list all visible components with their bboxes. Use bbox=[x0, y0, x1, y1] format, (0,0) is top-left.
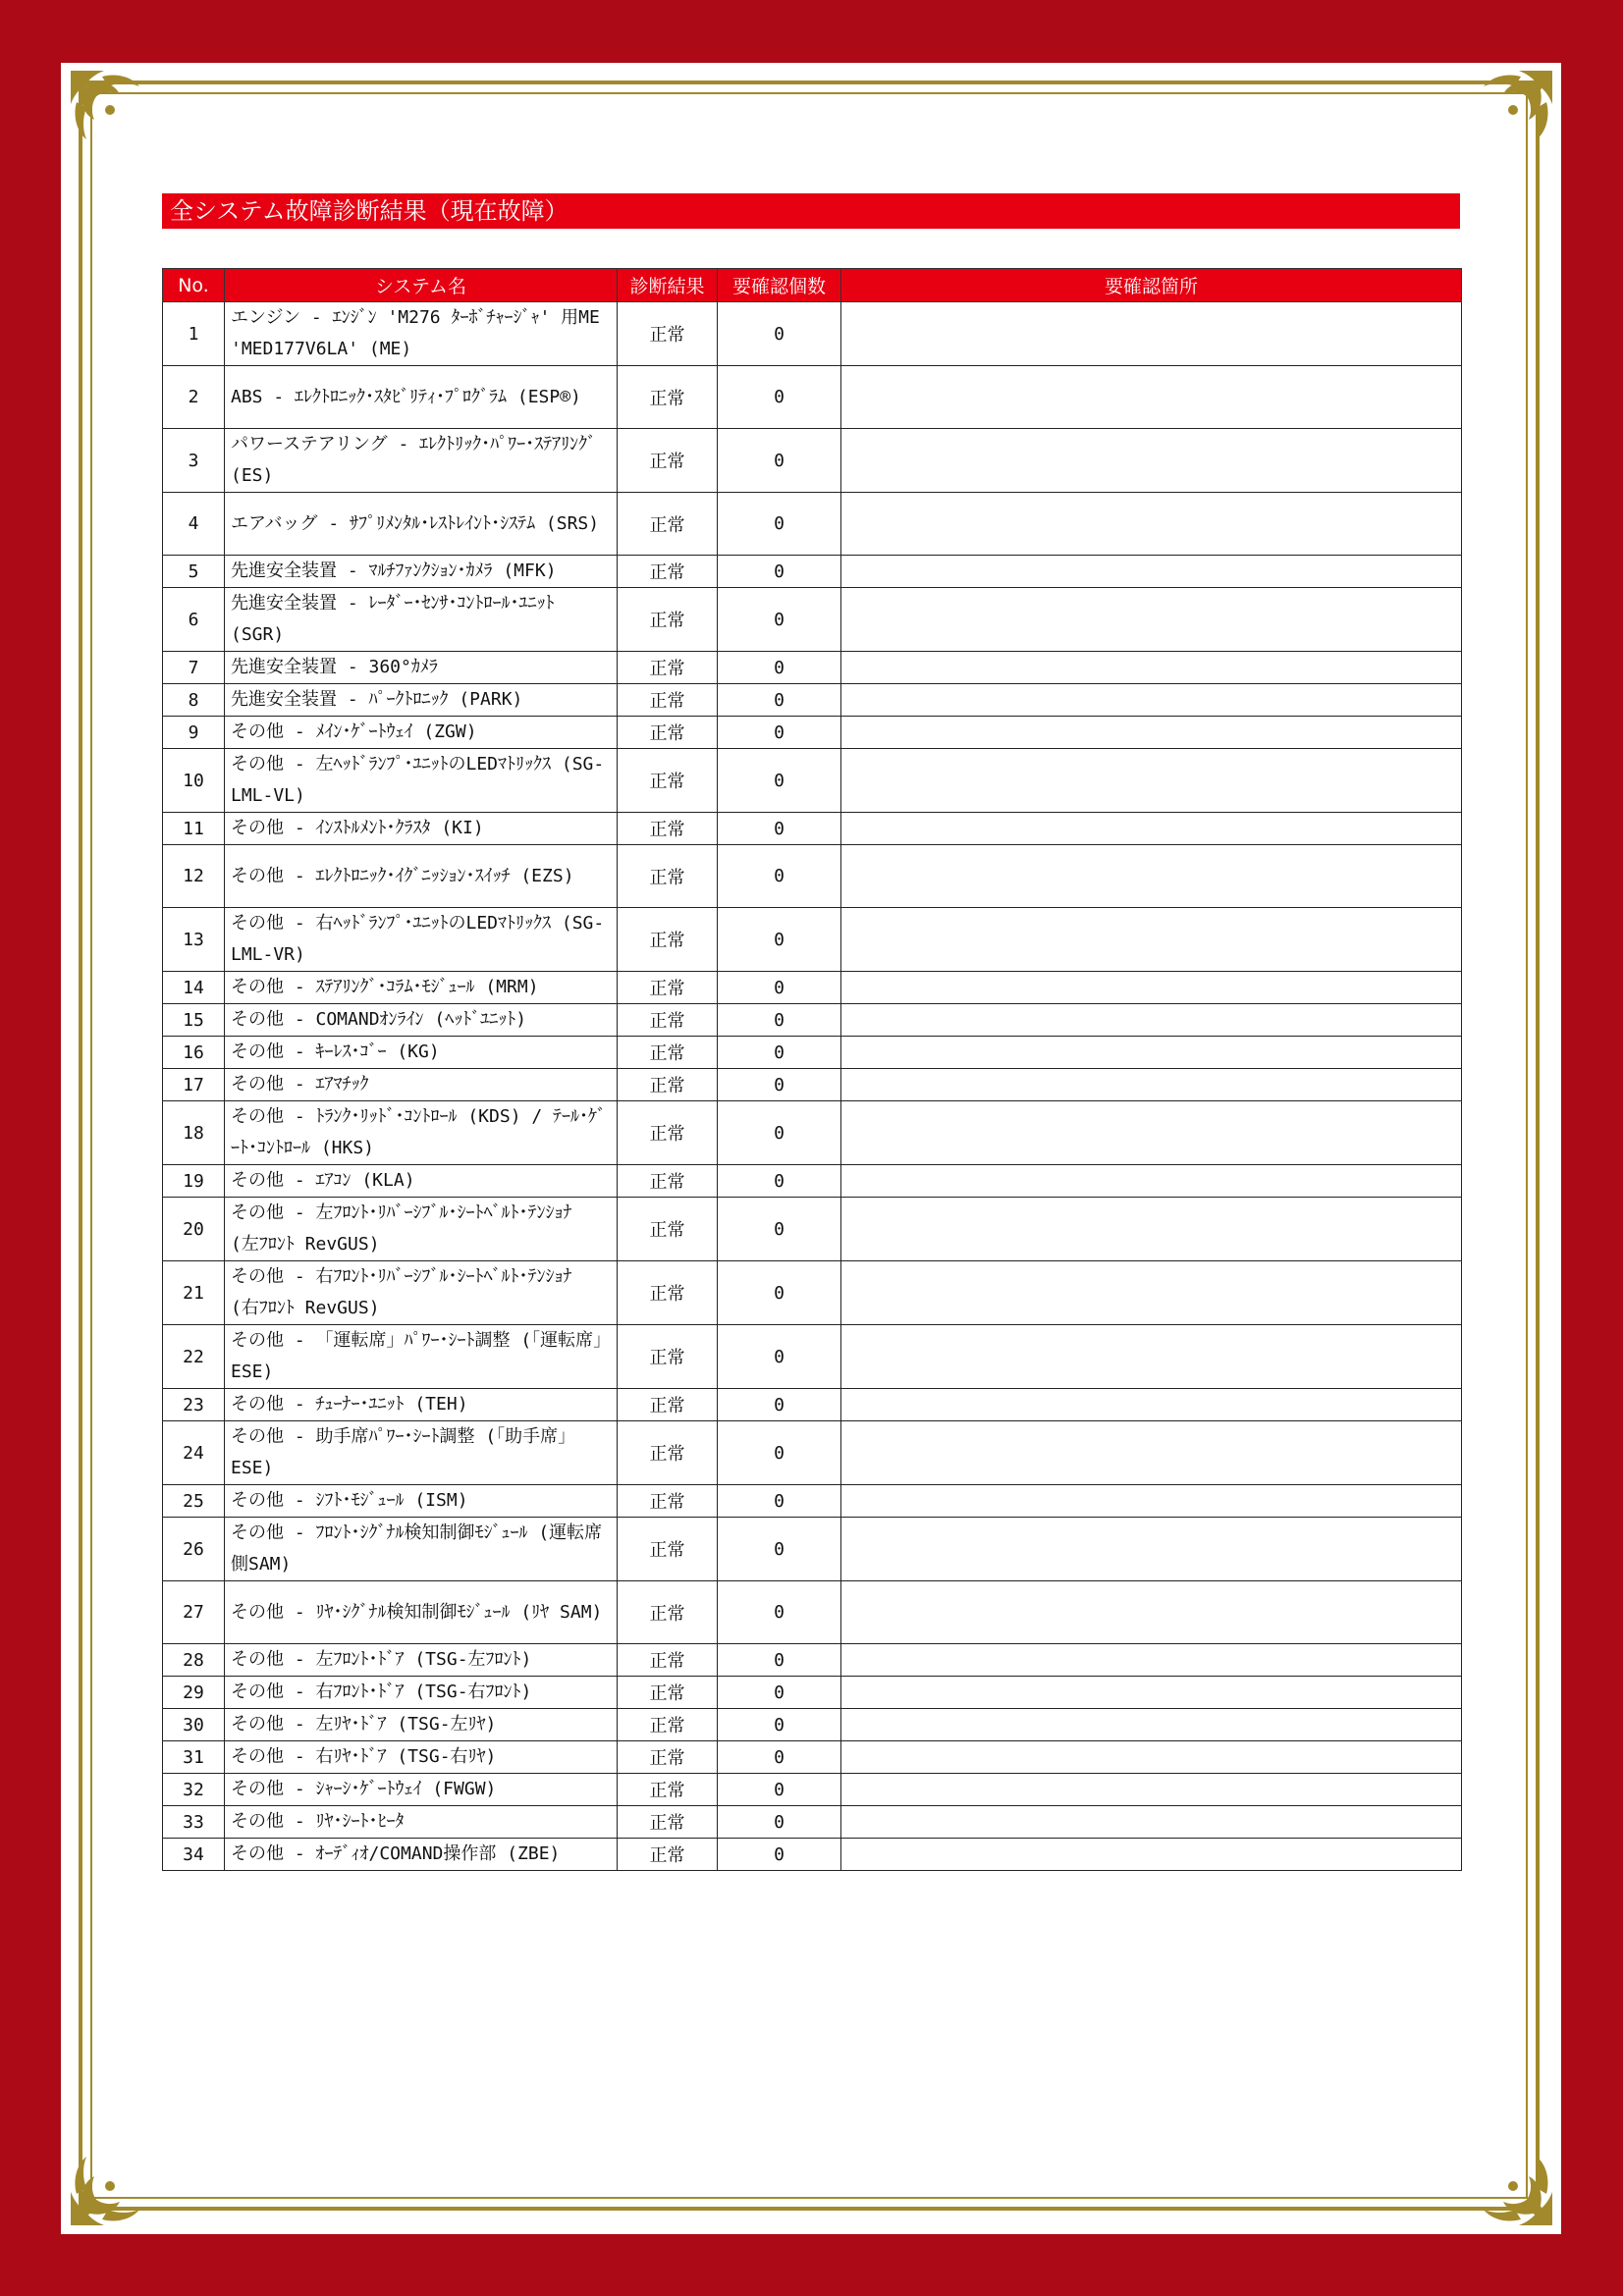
row-count: 0 bbox=[718, 1518, 841, 1581]
row-no: 8 bbox=[163, 684, 225, 717]
table-row bbox=[163, 845, 1462, 908]
row-location bbox=[841, 652, 1462, 684]
row-count: 0 bbox=[718, 588, 841, 652]
ornamental-corner-icon bbox=[65, 2141, 155, 2231]
row-location bbox=[841, 1518, 1462, 1581]
row-location bbox=[841, 1037, 1462, 1069]
row-location bbox=[841, 1004, 1462, 1037]
row-count: 0 bbox=[718, 908, 841, 972]
row-system-name: その他 - ｲﾝｽﾄﾙﾒﾝﾄ･ｸﾗｽﾀ (KI) bbox=[225, 813, 618, 845]
row-result: 正常 bbox=[618, 493, 718, 556]
row-no: 30 bbox=[163, 1709, 225, 1741]
row-count: 0 bbox=[718, 1644, 841, 1677]
row-result: 正常 bbox=[618, 908, 718, 972]
row-system-name: その他 - COMANDｵﾝﾗｲﾝ (ﾍｯﾄﾞﾕﾆｯﾄ) bbox=[225, 1004, 618, 1037]
row-location bbox=[841, 1389, 1462, 1421]
row-result: 正常 bbox=[618, 684, 718, 717]
row-result: 正常 bbox=[618, 1261, 718, 1325]
header-location: 要確認箇所 bbox=[841, 269, 1462, 302]
row-count: 0 bbox=[718, 366, 841, 429]
row-count: 0 bbox=[718, 1485, 841, 1518]
row-no: 31 bbox=[163, 1741, 225, 1774]
row-result: 正常 bbox=[618, 1839, 718, 1871]
table-header-row bbox=[163, 269, 1462, 302]
table-row bbox=[163, 1037, 1462, 1069]
row-system-name: ABS - ｴﾚｸﾄﾛﾆｯｸ･ｽﾀﾋﾞﾘﾃｨ･ﾌﾟﾛｸﾞﾗﾑ (ESP®) bbox=[225, 366, 618, 429]
row-system-name: エンジン - ｴﾝｼﾞﾝ 'M276 ﾀｰﾎﾞﾁｬｰｼﾞｬ' 用ME 'MED177V6LA' (ME) bbox=[225, 302, 618, 366]
row-location bbox=[841, 813, 1462, 845]
row-count: 0 bbox=[718, 684, 841, 717]
row-count: 0 bbox=[718, 749, 841, 813]
row-result: 正常 bbox=[618, 1677, 718, 1709]
table-row bbox=[163, 1421, 1462, 1485]
row-location bbox=[841, 429, 1462, 493]
row-no: 1 bbox=[163, 302, 225, 366]
row-system-name: パワーステアリング - ｴﾚｸﾄﾘｯｸ･ﾊﾟﾜｰ･ｽﾃｱﾘﾝｸﾞ (ES) bbox=[225, 429, 618, 493]
table-row bbox=[163, 556, 1462, 588]
table-row bbox=[163, 1485, 1462, 1518]
row-count: 0 bbox=[718, 429, 841, 493]
row-location bbox=[841, 1677, 1462, 1709]
row-system-name: その他 - ｴｱﾏﾁｯｸ bbox=[225, 1069, 618, 1101]
row-no: 29 bbox=[163, 1677, 225, 1709]
row-result: 正常 bbox=[618, 813, 718, 845]
table-row bbox=[163, 1774, 1462, 1806]
row-location bbox=[841, 588, 1462, 652]
row-result: 正常 bbox=[618, 717, 718, 749]
row-count: 0 bbox=[718, 1839, 841, 1871]
row-location bbox=[841, 1198, 1462, 1261]
row-count: 0 bbox=[718, 1677, 841, 1709]
row-location bbox=[841, 684, 1462, 717]
row-location bbox=[841, 556, 1462, 588]
table-row bbox=[163, 1709, 1462, 1741]
row-no: 9 bbox=[163, 717, 225, 749]
row-count: 0 bbox=[718, 1806, 841, 1839]
row-result: 正常 bbox=[618, 588, 718, 652]
table-row bbox=[163, 1741, 1462, 1774]
row-no: 20 bbox=[163, 1198, 225, 1261]
row-location bbox=[841, 302, 1462, 366]
row-count: 0 bbox=[718, 493, 841, 556]
row-no: 26 bbox=[163, 1518, 225, 1581]
row-system-name: その他 - 左ﾌﾛﾝﾄ･ﾄﾞｱ (TSG-左ﾌﾛﾝﾄ) bbox=[225, 1644, 618, 1677]
row-result: 正常 bbox=[618, 556, 718, 588]
row-system-name: その他 - 助手席ﾊﾟﾜｰ･ｼｰﾄ調整 (「助手席」ESE) bbox=[225, 1421, 618, 1485]
row-system-name: その他 - 右ﾍｯﾄﾞﾗﾝﾌﾟ･ﾕﾆｯﾄのLEDﾏﾄﾘｯｸｽ (SG-LML-VR) bbox=[225, 908, 618, 972]
row-system-name: その他 - 右ﾌﾛﾝﾄ･ﾄﾞｱ (TSG-右ﾌﾛﾝﾄ) bbox=[225, 1677, 618, 1709]
row-system-name: その他 - ﾘﾔ･ｼｸﾞﾅﾙ検知制御ﾓｼﾞｭｰﾙ (ﾘﾔ SAM) bbox=[225, 1581, 618, 1644]
row-location bbox=[841, 493, 1462, 556]
row-system-name: その他 - 左ﾘﾔ･ﾄﾞｱ (TSG-左ﾘﾔ) bbox=[225, 1709, 618, 1741]
row-result: 正常 bbox=[618, 749, 718, 813]
row-count: 0 bbox=[718, 717, 841, 749]
row-location bbox=[841, 1741, 1462, 1774]
row-result: 正常 bbox=[618, 366, 718, 429]
row-count: 0 bbox=[718, 1165, 841, 1198]
table-row bbox=[163, 813, 1462, 845]
row-result: 正常 bbox=[618, 1069, 718, 1101]
row-no: 12 bbox=[163, 845, 225, 908]
row-count: 0 bbox=[718, 1037, 841, 1069]
row-system-name: その他 - ｴﾚｸﾄﾛﾆｯｸ･ｲｸﾞﾆｯｼｮﾝ･ｽｲｯﾁ (EZS) bbox=[225, 845, 618, 908]
row-location bbox=[841, 972, 1462, 1004]
row-count: 0 bbox=[718, 1774, 841, 1806]
row-location bbox=[841, 366, 1462, 429]
table-row bbox=[163, 1165, 1462, 1198]
row-location bbox=[841, 749, 1462, 813]
row-no: 27 bbox=[163, 1581, 225, 1644]
row-location bbox=[841, 1644, 1462, 1677]
row-count: 0 bbox=[718, 972, 841, 1004]
row-system-name: その他 - ﾄﾗﾝｸ･ﾘｯﾄﾞ･ｺﾝﾄﾛｰﾙ (KDS) / ﾃｰﾙ･ｹﾞｰﾄ･ｺﾝﾄﾛｰﾙ (HKS) bbox=[225, 1101, 618, 1165]
row-result: 正常 bbox=[618, 429, 718, 493]
row-system-name: その他 - ｽﾃｱﾘﾝｸﾞ･ｺﾗﾑ･ﾓｼﾞｭｰﾙ (MRM) bbox=[225, 972, 618, 1004]
row-location bbox=[841, 1774, 1462, 1806]
table-row bbox=[163, 429, 1462, 493]
table-row bbox=[163, 717, 1462, 749]
row-no: 16 bbox=[163, 1037, 225, 1069]
row-location bbox=[841, 717, 1462, 749]
table-row bbox=[163, 1101, 1462, 1165]
row-count: 0 bbox=[718, 1069, 841, 1101]
row-result: 正常 bbox=[618, 1389, 718, 1421]
row-system-name: その他 - ﾌﾛﾝﾄ･ｼｸﾞﾅﾙ検知制御ﾓｼﾞｭｰﾙ (運転席側SAM) bbox=[225, 1518, 618, 1581]
row-no: 14 bbox=[163, 972, 225, 1004]
row-count: 0 bbox=[718, 302, 841, 366]
ornamental-corner-icon bbox=[65, 65, 155, 155]
row-no: 17 bbox=[163, 1069, 225, 1101]
table-row bbox=[163, 302, 1462, 366]
row-no: 24 bbox=[163, 1421, 225, 1485]
table-row bbox=[163, 1004, 1462, 1037]
row-count: 0 bbox=[718, 556, 841, 588]
row-result: 正常 bbox=[618, 1644, 718, 1677]
table-row bbox=[163, 1069, 1462, 1101]
row-result: 正常 bbox=[618, 1421, 718, 1485]
row-count: 0 bbox=[718, 1101, 841, 1165]
row-no: 15 bbox=[163, 1004, 225, 1037]
row-result: 正常 bbox=[618, 1806, 718, 1839]
row-system-name: その他 - 左ﾌﾛﾝﾄ･ﾘﾊﾞｰｼﾌﾞﾙ･ｼｰﾄﾍﾞﾙﾄ･ﾃﾝｼｮﾅ (左ﾌﾛﾝﾄ RevGUS) bbox=[225, 1198, 618, 1261]
table-row bbox=[163, 366, 1462, 429]
row-no: 23 bbox=[163, 1389, 225, 1421]
row-location bbox=[841, 1839, 1462, 1871]
row-result: 正常 bbox=[618, 1165, 718, 1198]
row-count: 0 bbox=[718, 1389, 841, 1421]
row-location bbox=[841, 1101, 1462, 1165]
row-no: 25 bbox=[163, 1485, 225, 1518]
row-result: 正常 bbox=[618, 1774, 718, 1806]
row-system-name: 先進安全装置 - ﾊﾟｰｸﾄﾛﾆｯｸ (PARK) bbox=[225, 684, 618, 717]
table-row bbox=[163, 1198, 1462, 1261]
row-count: 0 bbox=[718, 1421, 841, 1485]
row-no: 13 bbox=[163, 908, 225, 972]
ornamental-corner-icon bbox=[1468, 2141, 1558, 2231]
row-no: 32 bbox=[163, 1774, 225, 1806]
row-no: 11 bbox=[163, 813, 225, 845]
header-count: 要確認個数 bbox=[718, 269, 841, 302]
table-row bbox=[163, 684, 1462, 717]
row-location bbox=[841, 1806, 1462, 1839]
row-system-name: その他 - ｷｰﾚｽ･ｺﾞｰ (KG) bbox=[225, 1037, 618, 1069]
row-location bbox=[841, 1069, 1462, 1101]
row-system-name: その他 - ﾁｭｰﾅｰ･ﾕﾆｯﾄ (TEH) bbox=[225, 1389, 618, 1421]
header-result: 診断結果 bbox=[618, 269, 718, 302]
row-result: 正常 bbox=[618, 1198, 718, 1261]
row-count: 0 bbox=[718, 1198, 841, 1261]
row-location bbox=[841, 1325, 1462, 1389]
row-count: 0 bbox=[718, 1261, 841, 1325]
row-location bbox=[841, 1165, 1462, 1198]
row-result: 正常 bbox=[618, 1709, 718, 1741]
row-system-name: 先進安全装置 - ﾏﾙﾁﾌｧﾝｸｼｮﾝ･ｶﾒﾗ (MFK) bbox=[225, 556, 618, 588]
row-system-name: その他 - ｼﾌﾄ･ﾓｼﾞｭｰﾙ (ISM) bbox=[225, 1485, 618, 1518]
table-row bbox=[163, 749, 1462, 813]
row-count: 0 bbox=[718, 1709, 841, 1741]
row-no: 33 bbox=[163, 1806, 225, 1839]
table-row bbox=[163, 1677, 1462, 1709]
row-no: 21 bbox=[163, 1261, 225, 1325]
row-system-name: その他 - ｵｰﾃﾞｨｵ/COMAND操作部 (ZBE) bbox=[225, 1839, 618, 1871]
row-system-name: その他 - 右ﾘﾔ･ﾄﾞｱ (TSG-右ﾘﾔ) bbox=[225, 1741, 618, 1774]
row-result: 正常 bbox=[618, 972, 718, 1004]
row-no: 10 bbox=[163, 749, 225, 813]
table-row bbox=[163, 972, 1462, 1004]
row-system-name: その他 - 左ﾍｯﾄﾞﾗﾝﾌﾟ･ﾕﾆｯﾄのLEDﾏﾄﾘｯｸｽ (SG-LML-VL) bbox=[225, 749, 618, 813]
section-title: 全システム故障診断結果（現在故障） bbox=[162, 193, 1460, 229]
row-result: 正常 bbox=[618, 1581, 718, 1644]
row-result: 正常 bbox=[618, 1325, 718, 1389]
table-row bbox=[163, 1518, 1462, 1581]
row-no: 34 bbox=[163, 1839, 225, 1871]
diagnosis-table bbox=[162, 268, 1462, 1871]
table-row bbox=[163, 493, 1462, 556]
row-result: 正常 bbox=[618, 1518, 718, 1581]
row-no: 28 bbox=[163, 1644, 225, 1677]
table-row bbox=[163, 1839, 1462, 1871]
header-system-name: システム名 bbox=[225, 269, 618, 302]
row-count: 0 bbox=[718, 845, 841, 908]
table-row bbox=[163, 1325, 1462, 1389]
row-system-name: 先進安全装置 - ﾚｰﾀﾞｰ･ｾﾝｻ･ｺﾝﾄﾛｰﾙ･ﾕﾆｯﾄ (SGR) bbox=[225, 588, 618, 652]
table-row bbox=[163, 1581, 1462, 1644]
row-count: 0 bbox=[718, 1004, 841, 1037]
row-location bbox=[841, 1261, 1462, 1325]
row-no: 7 bbox=[163, 652, 225, 684]
row-result: 正常 bbox=[618, 652, 718, 684]
table-row bbox=[163, 1261, 1462, 1325]
table-row bbox=[163, 588, 1462, 652]
row-location bbox=[841, 1709, 1462, 1741]
row-location bbox=[841, 1421, 1462, 1485]
row-system-name: その他 - ﾘﾔ･ｼｰﾄ･ﾋｰﾀ bbox=[225, 1806, 618, 1839]
row-location bbox=[841, 1485, 1462, 1518]
row-count: 0 bbox=[718, 813, 841, 845]
row-no: 22 bbox=[163, 1325, 225, 1389]
row-result: 正常 bbox=[618, 1101, 718, 1165]
ornamental-corner-icon bbox=[1468, 65, 1558, 155]
row-no: 19 bbox=[163, 1165, 225, 1198]
row-count: 0 bbox=[718, 1741, 841, 1774]
row-location bbox=[841, 845, 1462, 908]
table-row bbox=[163, 652, 1462, 684]
row-system-name: その他 - ｴｱｺﾝ (KLA) bbox=[225, 1165, 618, 1198]
row-no: 5 bbox=[163, 556, 225, 588]
table-row bbox=[163, 908, 1462, 972]
row-count: 0 bbox=[718, 1325, 841, 1389]
row-result: 正常 bbox=[618, 302, 718, 366]
row-no: 2 bbox=[163, 366, 225, 429]
table-row bbox=[163, 1644, 1462, 1677]
row-result: 正常 bbox=[618, 845, 718, 908]
table-row bbox=[163, 1806, 1462, 1839]
row-system-name: その他 - 右ﾌﾛﾝﾄ･ﾘﾊﾞｰｼﾌﾞﾙ･ｼｰﾄﾍﾞﾙﾄ･ﾃﾝｼｮﾅ (右ﾌﾛﾝﾄ RevGUS) bbox=[225, 1261, 618, 1325]
row-result: 正常 bbox=[618, 1037, 718, 1069]
row-no: 4 bbox=[163, 493, 225, 556]
row-system-name: エアバッグ - ｻﾌﾟﾘﾒﾝﾀﾙ･ﾚｽﾄﾚｲﾝﾄ･ｼｽﾃﾑ (SRS) bbox=[225, 493, 618, 556]
table-row bbox=[163, 1389, 1462, 1421]
row-system-name: その他 - ｼｬｰｼ･ｹﾞｰﾄｳｪｲ (FWGW) bbox=[225, 1774, 618, 1806]
row-system-name: その他 - ﾒｲﾝ･ｹﾞｰﾄｳｪｲ (ZGW) bbox=[225, 717, 618, 749]
row-count: 0 bbox=[718, 1581, 841, 1644]
row-no: 6 bbox=[163, 588, 225, 652]
row-no: 18 bbox=[163, 1101, 225, 1165]
row-system-name: 先進安全装置 - 360°ｶﾒﾗ bbox=[225, 652, 618, 684]
row-no: 3 bbox=[163, 429, 225, 493]
row-result: 正常 bbox=[618, 1004, 718, 1037]
row-system-name: その他 - 「運転席」ﾊﾟﾜｰ･ｼｰﾄ調整 (「運転席」ESE) bbox=[225, 1325, 618, 1389]
row-result: 正常 bbox=[618, 1485, 718, 1518]
row-result: 正常 bbox=[618, 1741, 718, 1774]
row-count: 0 bbox=[718, 652, 841, 684]
row-location bbox=[841, 908, 1462, 972]
header-no: No. bbox=[163, 269, 225, 302]
row-location bbox=[841, 1581, 1462, 1644]
